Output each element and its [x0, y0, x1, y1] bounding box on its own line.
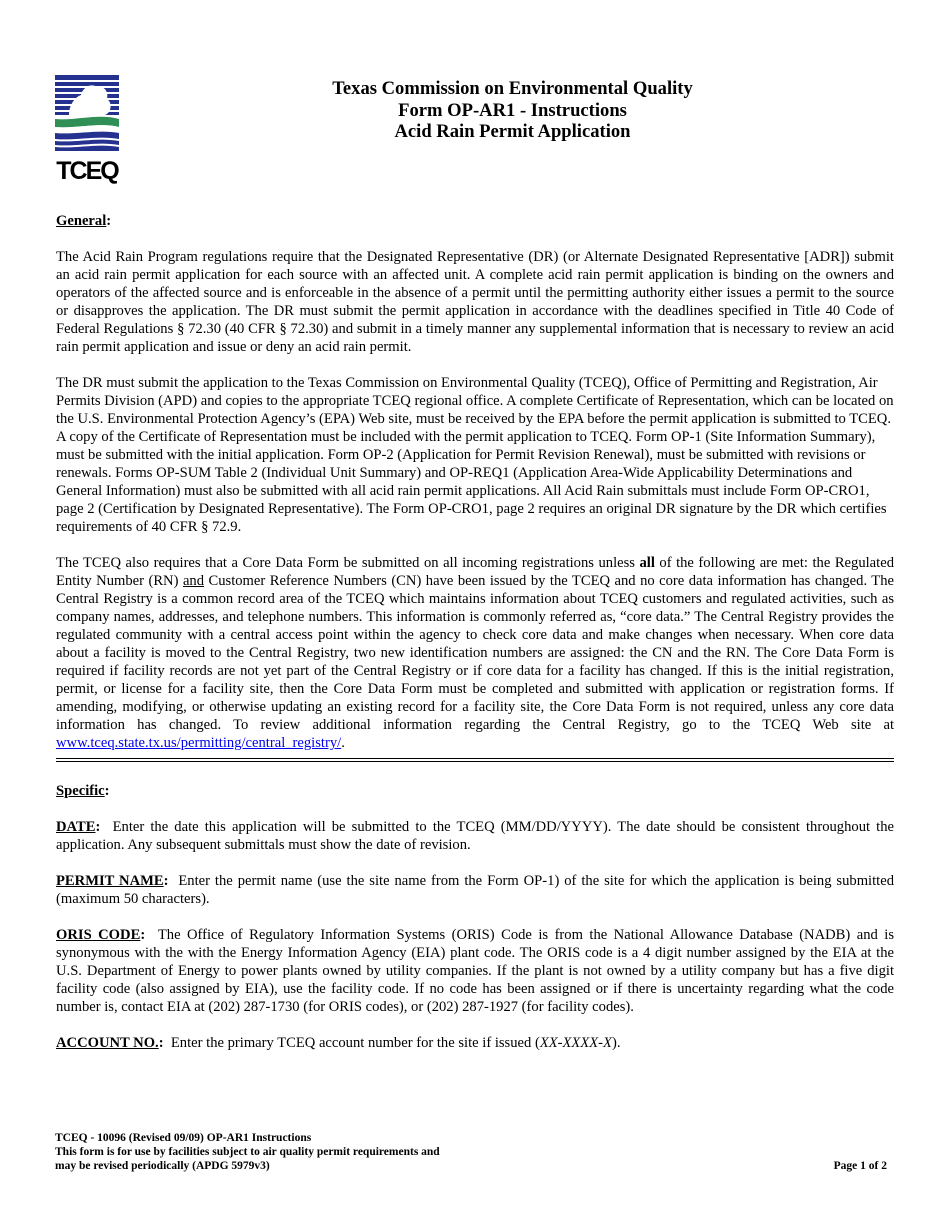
general-heading: General: [56, 213, 112, 229]
document-footer [55, 1131, 887, 1173]
specific-heading: Specific: [56, 782, 110, 799]
document-body [56, 212, 894, 1052]
footer-notice-1: This form is for use by facilities subject to air quality permit requirements and [55, 1146, 440, 1158]
central-registry-link[interactable]: www.tceq.state.tx.us/permitting/central_registry/ [56, 735, 342, 751]
footer-notice-2: may be revised periodically (APDG 5979v3) [55, 1160, 270, 1172]
tceq-logo [55, 75, 119, 185]
date-instruction: DATE: Enter the date this application will be submitted to the TCEQ (MM/DD/YYYY). The date should be consistent throughout the application. Any subsequent submittals must show the date of revision. [56, 818, 894, 853]
permit-name-instruction: PERMIT NAME: Enter the permit name (use the site name from the Form OP-1) of the site for which the application is being submitted (maximum 50 characters). [56, 872, 894, 907]
page-number: Page 1 of 2 [833, 1160, 887, 1172]
account-no-instruction: ACCOUNT NO.: Enter the primary TCEQ account number for the site if issued (XX-XXXX-X). [56, 1034, 621, 1051]
section-divider [56, 758, 894, 762]
header-subtitle: Acid Rain Permit Application [394, 121, 631, 142]
logo-wordmark: TCEQ [56, 157, 118, 185]
footer-form-id: TCEQ - 10096 (Revised 09/09) OP-AR1 Instructions [55, 1132, 312, 1144]
general-paragraph-1: The Acid Rain Program regulations require that the Designated Representative (DR) (or Alternate Designated Representative [ADR]) submit an acid rain permit application for each source with an affected unit. A complete acid rain permit application is binding on the owners and operators of the affected source and is enforceable in the absence of a permit until the permitting authority either issues a permit to the source or disapproves the application. The DR must submit the permit application in accordance with the deadlines specified in Title 40 Code of Federal Regulations § 72.30 (40 CFR § 72.30) and submit in a timely manner any supplemental information that is necessary to review an acid rain permit application and issue or deny an acid rain permit. [56, 249, 894, 355]
general-paragraph-3: The TCEQ also requires that a Core Data Form be submitted on all incoming registrations unless all of the following are met: the Regulated Entity Number (RN) and Customer Reference Numbers (CN) have been issued by the TCEQ and no core data information has changed. The Central Registry is a common record area of the TCEQ which maintains information about TCEQ customers and regulated activities, such as company names, addresses, and telephone numbers. This information is commonly referred as, “core data.” The Central Registry provides the regulated community with a central access point within the agency to check core data and make changes when necessary. When core data about a facility is moved to the Central Registry, two new identification numbers are assigned: the CN and the RN. The Core Data Form is required if facility records are not yet part of the Central Registry or if core data for a facility has changed. If this is the initial registration, permit, or license for a facility site, then the Core Data Form must be completed and submitted with application or registration forms. If amending, modifying, or otherwise updating an existing record for a facility site, the Core Data Form is not required, unless any core data information has changed. To review additional information regarding the Central Registry, go to the TCEQ Web site at www.tceq.state.tx.us/permitting/central_registry/. [56, 555, 895, 751]
header-agency: Texas Commission on Environmental Quality [332, 78, 693, 99]
document-header [220, 78, 805, 143]
tceq-logo-graphic [55, 75, 119, 185]
header-form-title: Form OP-AR1 - Instructions [398, 99, 627, 121]
general-paragraph-2: The DR must submit the application to the Texas Commission on Environmental Quality (TCEQ), Office of Permitting and Registration, Air Permits Division (APD) and copies to the appropriate TCEQ regional office. A complete Certificate of Representation, which can be located on the U.S. Environmental Protection Agency’s (EPA) Web site, must be received by the EPA before the permit application is submitted to TCEQ. A copy of the Certificate of Representation must be included with the permit application to TCEQ. Form OP-1 (Site Information Summary), must be submitted with the initial application. Form OP-2 (Application for Permit Revision Renewal), must be submitted with revisions or renewals. Forms OP-SUM Table 2 (Individual Unit Summary) and OP-REQ1 (Application Area-Wide Applicability Determinations and General Information) must also be submitted with all acid rain permit applications. All Acid Rain submittals must include Form OP-CRO1, page 2 (Certification by Designated Representative). The Form OP-CRO1, page 2 requires an original DR signature by the DR which certifies requirements of 40 CFR § 72.9. [56, 375, 894, 535]
oris-code-instruction: ORIS CODE: The Office of Regulatory Information Systems (ORIS) Code is from the National Allowance Database (NADB) and is synonymous with the with the Energy Information Agency (EIA) plant code. The ORIS code is a 4 digit number assigned by the EIA at the U.S. Department of Energy to power plants owned by utility companies. If the plant is not owned by a utility company but has a five digit facility code (also assigned by EIA), use the facility code. If no code has been assigned or if there is uncertainty regarding what the code number is, contact EIA at (202) 287-1730 (for ORIS codes), or (202) 287-1927 (for facility codes). [56, 926, 894, 1015]
